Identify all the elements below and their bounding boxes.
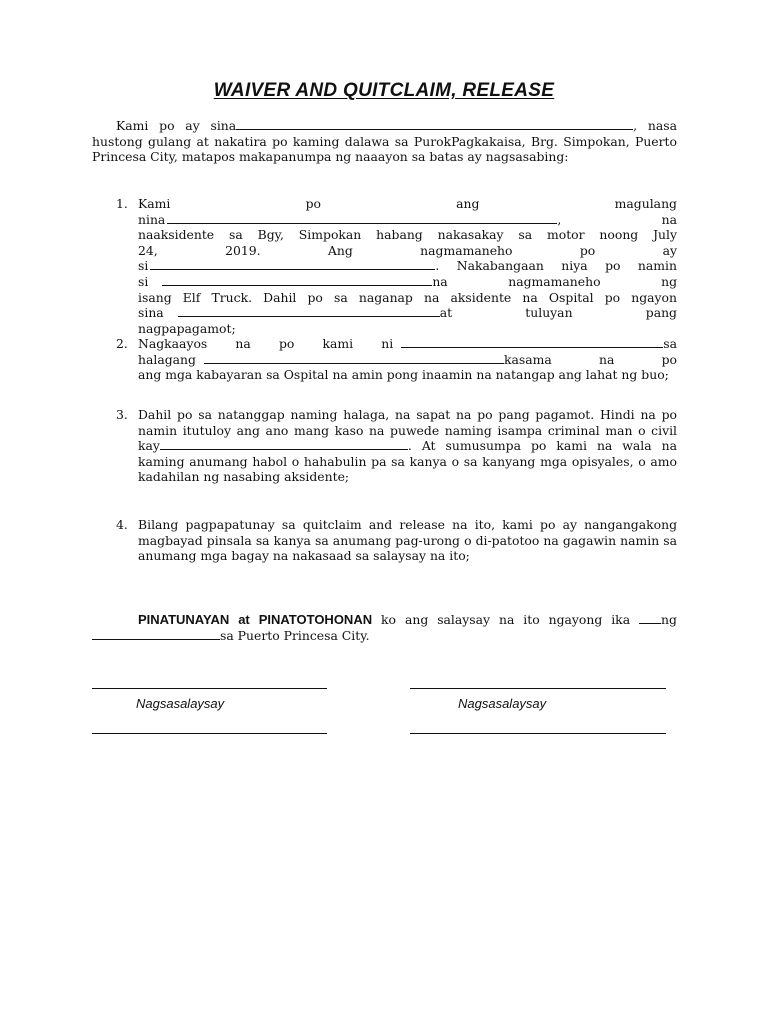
document-title: WAIVER AND QUITCLAIM, RELEASE — [213, 80, 555, 101]
driver-name-blank[interactable] — [150, 259, 435, 270]
signature-right — [410, 688, 666, 736]
day-blank[interactable] — [639, 613, 661, 624]
signatory-label: Nagsasalaysay — [136, 696, 225, 711]
signatory-label: Nagsasalaysay — [458, 696, 547, 711]
signature-line[interactable] — [410, 688, 666, 689]
truck-driver-blank[interactable] — [162, 275, 432, 286]
signature-line[interactable] — [92, 688, 327, 689]
numbered-list — [92, 196, 677, 579]
patients-blank[interactable] — [178, 306, 440, 317]
names-blank[interactable] — [236, 119, 633, 130]
signature-line[interactable] — [410, 733, 666, 734]
intro-paragraph: Kami po ay sina , nasa hustong gulang at nakatira po kaming dalawa sa PurokPagkakaisa, Brg. Simpokan, Puerto Princesa City, matapos makapanumpa ng naaayon sa batas ay nagsasabing: — [92, 118, 678, 165]
list-item: 1. Kami po ang magulang nina , na naaksidente sa Bgy, Simpokan habang nakasakay sa motor noong July 24, 2019. Ang nagmamaneho po ay si . Nakabangaan niya po namin si na nagmamaneho ng isang Elf Truck. Dahil po sa naganap na aksidente na Ospital po ngayon sina at tuluyan pang nagpapagamot; — [116, 196, 677, 336]
closing-paragraph: PINATUNAYAN at PINATOTOHONAN ko ang salaysay na ito ngayong ika ng sa Puerto Princesa City. — [92, 612, 677, 643]
respondent-blank[interactable] — [160, 439, 408, 450]
signature-left — [92, 688, 327, 736]
signature-line[interactable] — [92, 733, 327, 734]
children-names-blank[interactable] — [167, 213, 557, 224]
list-item: 3. Dahil po sa natanggap naming halaga, na sapat na po pang pagamot. Hindi na po namin itutuloy ang ano mang kaso na puwede naming isampa criminal man o civil kay . At sumusumpa po kami na wala na kaming anumang habol o hahabulin pa sa kanya o sa kanyang mga opisyales, o amo kadahilan ng nasabing aksidente; — [116, 407, 677, 485]
month-blank[interactable] — [92, 629, 220, 640]
list-item: 2. Nagkaayos na po kami ni sa halagang kasama na po ang mga kabayaran sa Ospital na amin pong inaamin na natangap ang lahat ng buo; — [116, 336, 677, 383]
settled-with-blank[interactable] — [401, 337, 663, 348]
amount-blank[interactable] — [204, 353, 504, 364]
list-item: 4. Bilang pagpapatunay sa quitclaim and release na ito, kami po ay nangangakong magbayad pinsala sa kanya sa anumang pag-urong o di-patotoo na gagawin namin sa anumang mga bagay na nakasaad sa salaysay na ito; — [116, 517, 677, 564]
